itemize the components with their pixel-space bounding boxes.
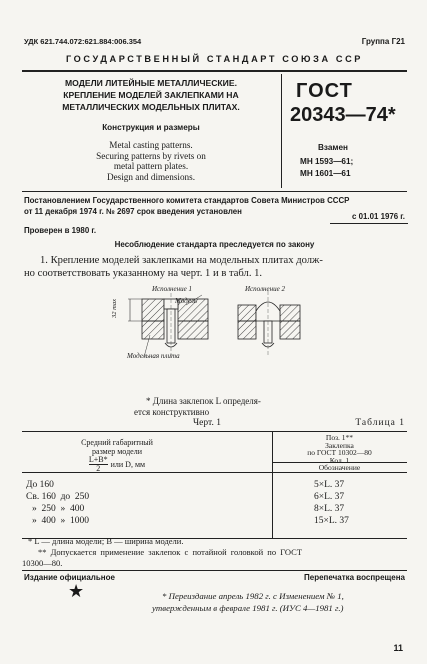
table-head-line: размер модели	[92, 447, 142, 456]
model-label: Модель	[175, 297, 197, 305]
model-block-v2-left	[238, 305, 256, 321]
subtitle-ru: Конструкция и размеры	[102, 123, 200, 132]
table-head-rivet	[272, 434, 407, 464]
decree-line-2: от 11 декабря 1974 г. № 2697 срок введения установлен	[24, 207, 242, 216]
title-ru-line: КРЕПЛЕНИЕ МОДЕЛЕЙ ЗАКЛЕПКАМИ НА	[63, 90, 239, 100]
title-en-line: Securing patterns by rivets on	[96, 150, 206, 161]
table-cell-size: » 250 » 400	[32, 504, 85, 514]
title-divider	[281, 74, 282, 188]
plate-block-left	[142, 321, 164, 339]
table-cell-size: » 400 » 1000	[32, 516, 89, 526]
standard-banner: ГОСУДАРСТВЕННЫЙ СТАНДАРТ СОЮЗА ССР	[65, 54, 364, 64]
fraction-numerator: L+B*	[88, 455, 108, 464]
table-caption: Таблица 1	[355, 418, 405, 428]
dimension-label: 32 max	[111, 299, 118, 318]
drawing-footnote	[134, 396, 261, 418]
title-en-line: Design and dimensions.	[106, 171, 196, 182]
gost-number: 20343—74*	[290, 104, 396, 126]
table-head-line: Поз. 1**	[325, 433, 354, 442]
plate-block-v2-left	[238, 321, 256, 339]
replaced-standards	[300, 156, 353, 180]
group-code: Группа Г21	[361, 37, 405, 46]
table-head-size	[22, 438, 212, 473]
clause-1-line-2: но соответствовать указанному на черт. 1 и в табл. 1.	[24, 268, 263, 279]
rivet-drawing	[120, 285, 320, 390]
plate-block-v2-right	[280, 321, 300, 339]
title-ru-line: МОДЕЛИ ЛИТЕЙНЫЕ МЕТАЛЛИЧЕСКИЕ.	[65, 78, 237, 88]
table-head-line: Средний габаритный	[81, 438, 153, 447]
date-underline	[330, 223, 408, 224]
table-cell-designation: 6×L. 37	[314, 492, 345, 502]
title-ru	[22, 77, 280, 113]
law-warning: Несоблюдение стандарта преследуется по закону	[114, 240, 315, 249]
replaces-label: Взамен	[318, 143, 348, 152]
replaced-standard: МН 1601—61	[300, 169, 351, 178]
table-note-2: ** Допускается применение заклепок с потайной головкой по ГОСТ	[38, 547, 303, 557]
drawing-1	[120, 285, 320, 390]
title-rule	[22, 191, 407, 192]
table-cell-size: До 160	[26, 480, 54, 490]
drawing-footnote-line: * Длина заклепок L определя-	[146, 396, 261, 406]
table-cell-size: Св. 160 до 250	[26, 492, 90, 502]
reprint-notice: Перепечатка воспрещена	[304, 573, 405, 582]
footer-rule	[22, 570, 407, 571]
gost-label: ГОСТ	[296, 80, 353, 102]
title-en-line: metal pattern plates.	[113, 161, 189, 171]
title-ru-line: МЕТАЛЛИЧЕСКИХ МОДЕЛЬНЫХ ПЛИТАХ.	[62, 102, 240, 112]
checked-note: Проверен в 1980 г.	[24, 226, 97, 235]
clause-1-line-1: 1. Крепление моделей заклепками на модельных плитах долж-	[40, 255, 323, 266]
drawing-footnote-line: ется конструктивно	[134, 407, 210, 417]
plate-block-right	[178, 321, 208, 339]
amendment-line-1: * Переиздание апрель 1982 г. с Изменением № 1,	[162, 591, 344, 601]
table-1	[22, 431, 407, 539]
variant-1-label: Исполнение 1	[152, 285, 192, 293]
udc-code: УДК 621.744.072:621.884:006.354	[24, 37, 142, 46]
table-head-line: по ГОСТ 10302—80	[307, 448, 372, 457]
table-cell-designation: 15×L. 37	[314, 516, 349, 526]
replaced-standard: МН 1593—61;	[300, 157, 354, 166]
title-en-line: Metal casting patterns.	[109, 140, 193, 150]
model-block-left	[142, 299, 164, 321]
model-block-v2-right	[280, 305, 300, 321]
table-head-line: или D, мм	[110, 460, 146, 469]
header-rule	[22, 70, 407, 72]
table-head-designation: Обозначение	[318, 463, 361, 472]
plate-label: Модельная плита	[127, 352, 180, 360]
table-note-3: 10300—80.	[22, 558, 63, 568]
page-number: 11	[393, 643, 403, 653]
variant-2-label: Исполнение 2	[245, 285, 285, 293]
amendment-line-2: утвержденным в феврале 1981 г. (ИУС 4—1981 г.)	[152, 603, 344, 613]
table-cell-designation: 8×L. 37	[314, 504, 345, 514]
fraction-denominator: 2	[96, 464, 101, 473]
decree-line-1: Постановлением Государственного комитета стандартов Совета Министров СССР	[24, 196, 350, 205]
table-note-1: * L — длина модели; B — ширина модели.	[28, 536, 184, 546]
table-cell-designation: 5×L. 37	[314, 480, 345, 490]
table-head-line: Заклепка	[325, 440, 354, 450]
title-en	[22, 140, 280, 182]
table-head-line: Кол. 1	[329, 455, 350, 465]
effective-date: с 01.01 1976 г.	[352, 212, 405, 221]
drawing-caption: Черт. 1	[193, 418, 221, 428]
star-icon: ★	[68, 581, 85, 601]
official-edition: Издание официальное	[24, 573, 115, 582]
